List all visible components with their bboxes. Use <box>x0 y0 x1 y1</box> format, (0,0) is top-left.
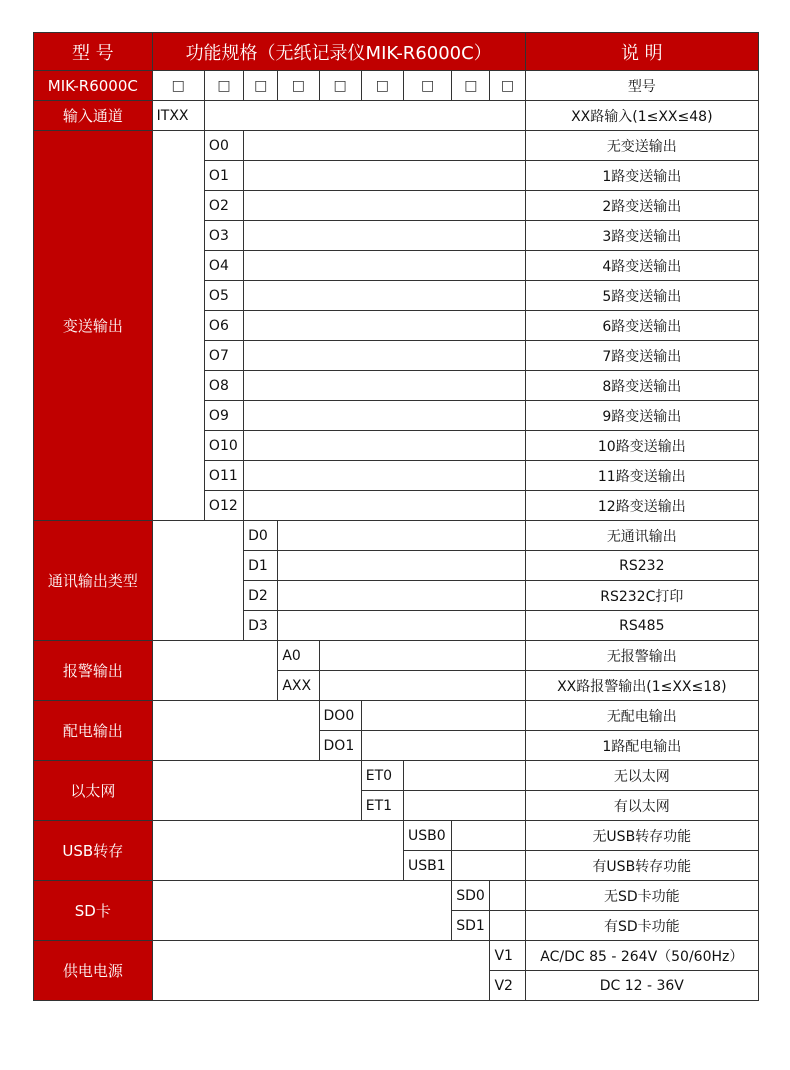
spec-table <box>33 32 759 1001</box>
distribution-desc: 1路配电输出 <box>525 731 758 761</box>
sd-desc: 有SD卡功能 <box>525 911 758 941</box>
transmit-code: O10 <box>204 431 243 461</box>
option-checkbox-8[interactable]: □ <box>452 71 490 101</box>
usb-left-spacer <box>152 821 403 881</box>
transmit-code: O0 <box>204 131 243 161</box>
transmit-desc: 4路变送输出 <box>525 251 758 281</box>
comm-code: D0 <box>244 521 278 551</box>
transmit-desc: 12路变送输出 <box>525 491 758 521</box>
transmit-code: O8 <box>204 371 243 401</box>
comm-right-spacer <box>278 581 525 611</box>
ethernet-row <box>34 761 759 791</box>
transmit-desc: 2路变送输出 <box>525 191 758 221</box>
option-checkbox-2[interactable]: □ <box>204 71 243 101</box>
transmit-right-spacer <box>244 371 526 401</box>
distribution-label: 配电输出 <box>34 701 153 761</box>
usb-label: USB转存 <box>34 821 153 881</box>
usb-right-spacer <box>452 821 525 851</box>
sd-right-spacer <box>490 911 525 941</box>
option-checkbox-5[interactable]: □ <box>319 71 361 101</box>
ethernet-desc: 无以太网 <box>525 761 758 791</box>
transmit-desc: 无变送输出 <box>525 131 758 161</box>
sd-label: SD卡 <box>34 881 153 941</box>
header-spec: 功能规格（无纸记录仪MIK-R6000C） <box>152 33 525 71</box>
alarm-desc: XX路报警输出(1≤XX≤18) <box>525 671 758 701</box>
transmit-code: O12 <box>204 491 243 521</box>
transmit-code: O1 <box>204 161 243 191</box>
alarm-left-spacer <box>152 641 278 701</box>
usb-code: USB1 <box>403 851 451 881</box>
usb-right-spacer <box>452 851 525 881</box>
transmit-right-spacer <box>244 431 526 461</box>
distribution-code: DO1 <box>319 731 361 761</box>
power-code: V2 <box>490 971 525 1001</box>
input-spacer <box>204 101 525 131</box>
comm-label: 通讯输出类型 <box>34 521 153 641</box>
alarm-label: 报警输出 <box>34 641 153 701</box>
option-checkbox-1[interactable]: □ <box>152 71 204 101</box>
transmit-desc: 7路变送输出 <box>525 341 758 371</box>
comm-right-spacer <box>278 521 525 551</box>
transmit-right-spacer <box>244 131 526 161</box>
transmit-desc: 8路变送输出 <box>525 371 758 401</box>
sd-row <box>34 881 759 911</box>
transmit-left-spacer <box>152 131 204 521</box>
option-checkbox-9[interactable]: □ <box>490 71 525 101</box>
transmit-right-spacer <box>244 341 526 371</box>
transmit-code: O4 <box>204 251 243 281</box>
alarm-row <box>34 641 759 671</box>
comm-left-spacer <box>152 521 243 641</box>
transmit-desc: 6路变送输出 <box>525 311 758 341</box>
transmit-desc: 1路变送输出 <box>525 161 758 191</box>
transmit-desc: 3路变送输出 <box>525 221 758 251</box>
transmit-right-spacer <box>244 311 526 341</box>
comm-desc: RS485 <box>525 611 758 641</box>
transmit-right-spacer <box>244 251 526 281</box>
input-label: 输入通道 <box>34 101 153 131</box>
transmit-right-spacer <box>244 161 526 191</box>
transmit-row <box>34 131 759 161</box>
transmit-right-spacer <box>244 221 526 251</box>
input-row <box>34 101 759 131</box>
transmit-right-spacer <box>244 461 526 491</box>
power-desc: DC 12 - 36V <box>525 971 758 1001</box>
transmit-desc: 11路变送输出 <box>525 461 758 491</box>
transmit-right-spacer <box>244 281 526 311</box>
sd-code: SD1 <box>452 911 490 941</box>
comm-row <box>34 521 759 551</box>
model-row <box>34 71 759 101</box>
option-checkbox-7[interactable]: □ <box>403 71 451 101</box>
transmit-code: O3 <box>204 221 243 251</box>
ethernet-left-spacer <box>152 761 361 821</box>
model-desc: 型号 <box>525 71 758 101</box>
distribution-row <box>34 701 759 731</box>
comm-code: D1 <box>244 551 278 581</box>
alarm-right-spacer <box>319 671 525 701</box>
sd-code: SD0 <box>452 881 490 911</box>
power-desc: AC/DC 85 - 264V（50/60Hz） <box>525 941 758 971</box>
ethernet-label: 以太网 <box>34 761 153 821</box>
model-name: MIK-R6000C <box>34 71 153 101</box>
comm-desc: 无通讯输出 <box>525 521 758 551</box>
sd-left-spacer <box>152 881 452 941</box>
alarm-desc: 无报警输出 <box>525 641 758 671</box>
alarm-code: A0 <box>278 641 319 671</box>
usb-row <box>34 821 759 851</box>
usb-desc: 有USB转存功能 <box>525 851 758 881</box>
input-desc: XX路输入(1≤XX≤48) <box>525 101 758 131</box>
alarm-code: AXX <box>278 671 319 701</box>
power-left-spacer <box>152 941 490 1001</box>
option-checkbox-3[interactable]: □ <box>244 71 278 101</box>
transmit-label: 变送输出 <box>34 131 153 521</box>
distribution-desc: 无配电输出 <box>525 701 758 731</box>
comm-right-spacer <box>278 611 525 641</box>
power-row <box>34 941 759 971</box>
transmit-code: O5 <box>204 281 243 311</box>
option-checkbox-4[interactable]: □ <box>278 71 319 101</box>
transmit-right-spacer <box>244 191 526 221</box>
ethernet-right-spacer <box>403 761 525 791</box>
ethernet-desc: 有以太网 <box>525 791 758 821</box>
input-code: ITXX <box>152 101 204 131</box>
ethernet-code: ET1 <box>361 791 403 821</box>
header-model: 型 号 <box>34 33 153 71</box>
distribution-code: DO0 <box>319 701 361 731</box>
alarm-right-spacer <box>319 641 525 671</box>
transmit-code: O7 <box>204 341 243 371</box>
distribution-right-spacer <box>361 701 525 731</box>
comm-code: D2 <box>244 581 278 611</box>
transmit-code: O2 <box>204 191 243 221</box>
usb-desc: 无USB转存功能 <box>525 821 758 851</box>
comm-code: D3 <box>244 611 278 641</box>
usb-code: USB0 <box>403 821 451 851</box>
ethernet-right-spacer <box>403 791 525 821</box>
comm-desc: RS232C打印 <box>525 581 758 611</box>
sd-right-spacer <box>490 881 525 911</box>
header-row <box>34 33 759 71</box>
comm-desc: RS232 <box>525 551 758 581</box>
distribution-left-spacer <box>152 701 319 761</box>
header-desc: 说 明 <box>525 33 758 71</box>
transmit-right-spacer <box>244 491 526 521</box>
transmit-right-spacer <box>244 401 526 431</box>
transmit-desc: 9路变送输出 <box>525 401 758 431</box>
transmit-code: O9 <box>204 401 243 431</box>
transmit-code: O6 <box>204 311 243 341</box>
transmit-desc: 5路变送输出 <box>525 281 758 311</box>
ethernet-code: ET0 <box>361 761 403 791</box>
comm-right-spacer <box>278 551 525 581</box>
power-label: 供电电源 <box>34 941 153 1001</box>
transmit-desc: 10路变送输出 <box>525 431 758 461</box>
distribution-right-spacer <box>361 731 525 761</box>
power-code: V1 <box>490 941 525 971</box>
option-checkbox-6[interactable]: □ <box>361 71 403 101</box>
transmit-code: O11 <box>204 461 243 491</box>
sd-desc: 无SD卡功能 <box>525 881 758 911</box>
